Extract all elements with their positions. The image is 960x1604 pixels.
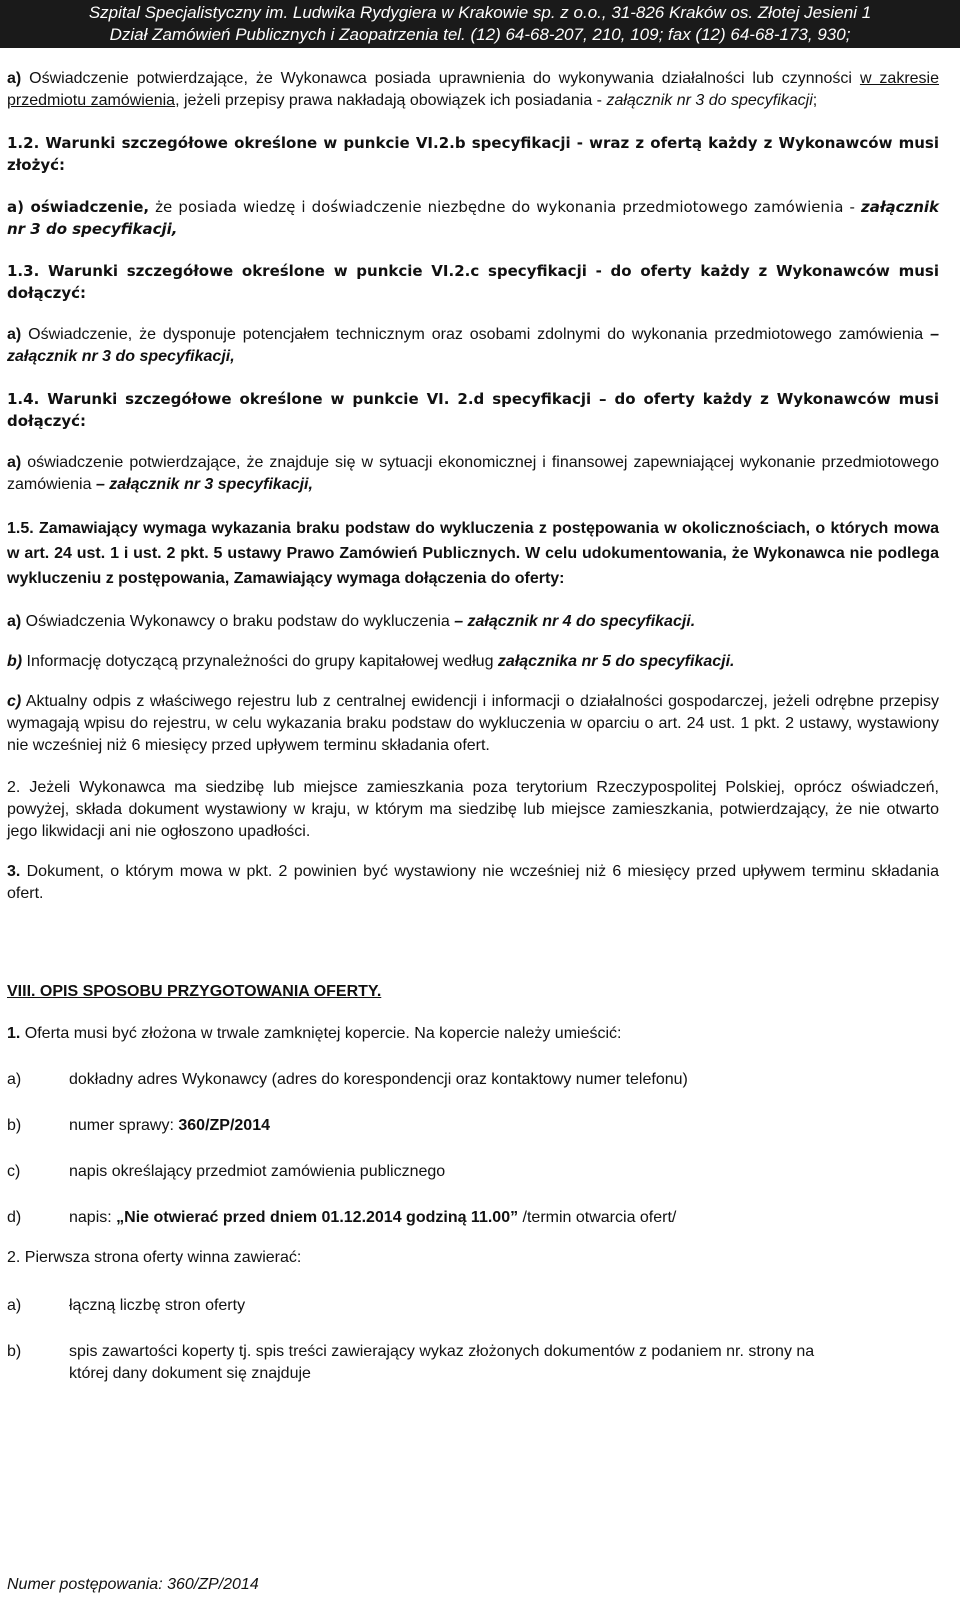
s12-item-a: a) oświadczenie, że posiada wiedzę i doświadczenie niezbędne do wykonania przedmiotowego zamówienia - załącznik nr 3 do specyfikacji, [7, 198, 939, 238]
s2-paragraph: 2. Jeżeli Wykonawca ma siedzibę lub miejsce zamieszkania poza terytorium Rzeczypospolitej Polskiej, oprócz oświadczeń, powyżej, składa dokument wystawiony w kraju, w którym ma siedzibę lub miejsce zamieszkania, potwierdzający, że nie otwarto jego likwidacji ani nie ogłoszono upadłości. [7, 779, 939, 840]
viii-item-a: a) dokładny adres Wykonawcy (adres do korespondencji oraz kontaktowy numer telefonu) [7, 1071, 688, 1088]
s1-item-a: a) Oświadczenie potwierdzające, że Wykonawca posiada uprawnienia do wykonywania działalności lub czynności w zakresie przedmiotu zamówienia, jeżeli przepisy prawa nakładają obowiązek ich posiadania - załącznik nr 3 do specyfikacji; [7, 70, 940, 109]
viii-item-b: b) numer sprawy: 360/ZP/2014 [7, 1117, 270, 1134]
viii-point-2: 2. Pierwsza strona oferty winna zawierać: [7, 1249, 302, 1266]
s15-heading: 1.5. Zamawiający wymaga wykazania braku podstaw do wykluczenia z postępowania w okolicznościach, o których mowa w art. 24 ust. 1 i ust. 2 pkt. 5 ustawy Prawo Zamówień Publicznych. W celu udokumentowania, że Wykonawca nie podlega wykluczeniu z postępowania, Zamawiający wymaga dołączenia do oferty: [7, 520, 939, 587]
s15-item-b: b) Informację dotyczącą przynależności do grupy kapitałowej według załącznika nr 5 do specyfikacji. [7, 653, 735, 670]
s3-paragraph: 3. Dokument, o którym mowa w pkt. 2 powinien być wystawiony nie wcześniej niż 6 miesięcy przed upływem terminu składania ofert. [7, 863, 939, 902]
s12-heading: 1.2. Warunki szczegółowe określone w punkcie VI.2.b specyfikacji - wraz z ofertą każdy z Wykonawców musi złożyć: [7, 134, 939, 174]
viii-point2-item-b: b) spis zawartości koperty tj. spis treści zawierający wykaz złożonych dokumentów z podaniem nr. strony na której dany dokument się znajduje [7, 1343, 815, 1382]
document-body [7, 68, 939, 1385]
s14-item-a: a) oświadczenie potwierdzające, że znajduje się w sytuacji ekonomicznej i finansowej zapewniającej wykonanie przedmiotowego zamówienia – załącznik nr 3 specyfikacji, [7, 454, 939, 493]
viii-item-d: d) napis: „Nie otwierać przed dniem 01.12.2014 godziną 11.00” /termin otwarcia ofert/ [7, 1209, 677, 1226]
header-line-2: Dział Zamówień Publicznych i Zaopatrzenia tel. (12) 64-68-207, 210, 109; fax (12) 64-68-173, 930; [109, 25, 851, 44]
header-line-1: Szpital Specjalistyczny im. Ludwika Rydygiera w Krakowie sp. z o.o., 31-826 Kraków os. Złotej Jesieni 1 [88, 3, 872, 22]
page-footer: Numer postępowania: 360/ZP/2014 [7, 1576, 259, 1593]
s14-heading: 1.4. Warunki szczegółowe określone w punkcie VI. 2.d specyfikacji – do oferty każdy z Wykonawców musi dołączyć: [7, 390, 939, 430]
s13-item-a: a) Oświadczenie, że dysponuje potencjałem technicznym oraz osobami zdolnymi do wykonania przedmiotowego zamówienia – załącznik nr 3 do specyfikacji, [7, 326, 939, 365]
viii-point-1: 1. Oferta musi być złożona w trwale zamkniętej kopercie. Na kopercie należy umieścić: [7, 1025, 622, 1042]
viii-item-c: c) napis określający przedmiot zamówienia publicznego [7, 1163, 446, 1180]
section-viii-title: VIII. OPIS SPOSOBU PRZYGOTOWANIA OFERTY. [7, 983, 382, 1000]
s15-item-c: c) Aktualny odpis z właściwego rejestru lub z centralnej ewidencji i informacji o działalności gospodarczej, jeżeli odrębne przepisy wymagają wpisu do rejestru, w celu wykazania braku podstaw do wykluczenia w oparciu o art. 24 ust. 1 pkt. 2 ustawy, wystawiony nie wcześniej niż 6 miesięcy przed upływem terminu składania ofert. [7, 693, 939, 754]
viii-point2-item-a: a) łączną liczbę stron oferty [7, 1297, 246, 1314]
page-header [0, 0, 960, 48]
s13-heading: 1.3. Warunki szczegółowe określone w punkcie VI.2.c specyfikacji - do oferty każdy z Wykonawców musi dołączyć: [7, 262, 939, 302]
s15-item-a: a) Oświadczenia Wykonawcy o braku podstaw do wykluczenia – załącznik nr 4 do specyfikacji. [7, 613, 696, 630]
